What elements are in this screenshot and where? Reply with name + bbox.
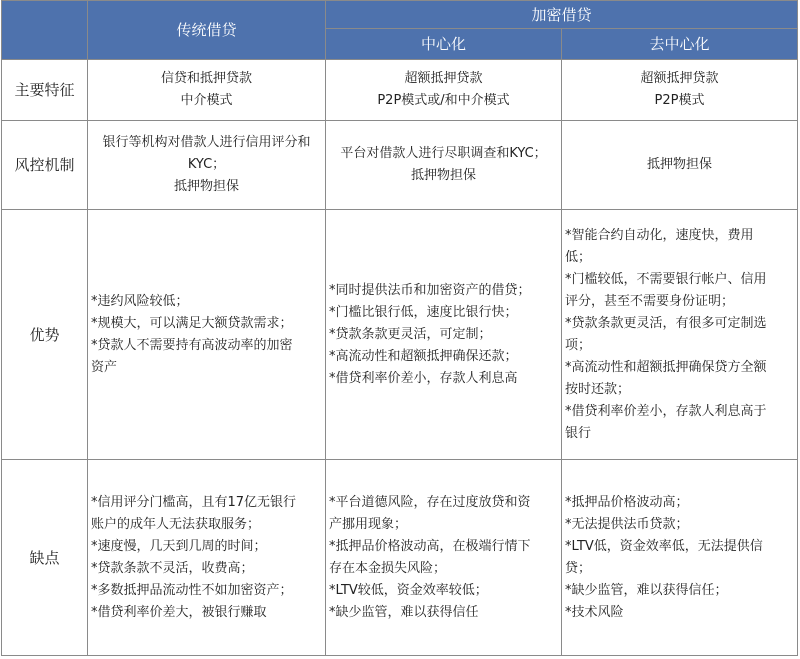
cell-line: P2P模式或/和中介模式: [377, 93, 510, 108]
cell-traditional: [88, 210, 326, 460]
cell-line: *借贷利率价差小，存款人利息高于: [565, 403, 767, 419]
cell-decentralized: [562, 210, 798, 460]
cell-line: *抵押品价格波动高，在极端行情下: [329, 538, 531, 554]
cell-line: 存在本金损失风险；: [329, 560, 447, 576]
cell-line: *借贷利率价差小，存款人利息高: [329, 370, 518, 386]
cell-decentralized: [562, 121, 798, 210]
cell-line: 超额抵押贷款: [404, 71, 483, 86]
cell-line: 产挪用现象；: [329, 516, 408, 532]
comparison-table: [1, 0, 798, 656]
cell-line: *门槛较低，不需要银行帐户、信用: [565, 271, 767, 287]
cell-line: *贷款条款更灵活，有很多可定制选: [565, 315, 767, 331]
cell-traditional: [88, 460, 326, 656]
row-advantages: [2, 210, 798, 460]
cell-line: 项；: [565, 337, 592, 353]
cell-line: *速度慢，几天到几周的时间；: [91, 538, 267, 554]
cell-line: *多数抵押品流动性不如加密资产；: [91, 582, 293, 598]
cell-line: *门槛比银行低，速度比银行快；: [329, 304, 518, 320]
cell-line: 账户的成年人无法获取服务；: [91, 516, 261, 532]
cell-centralized: [326, 460, 562, 656]
header-corner: [2, 1, 88, 60]
cell-line: P2P模式: [654, 93, 705, 108]
cell-line: *贷款条款不灵活，收费高；: [91, 560, 254, 576]
cell-line: *同时提供法币和加密资产的借贷；: [329, 282, 531, 298]
cell-line: 抵押物担保: [173, 179, 239, 194]
row-label: 缺点: [2, 460, 88, 656]
header-traditional: 传统借贷: [88, 1, 326, 60]
cell-line: 抵押物担保: [410, 168, 476, 183]
cell-line: *高流动性和超额抵押确保还款；: [329, 348, 518, 364]
cell-centralized: [326, 121, 562, 210]
cell-line: 银行: [565, 425, 592, 441]
cell-line: KYC；: [187, 157, 226, 172]
cell-line: 抵押物担保: [647, 157, 713, 172]
cell-line: 按时还款；: [565, 381, 631, 397]
cell-line: 信贷和抵押贷款: [160, 71, 252, 86]
cell-line: *LTV低，资金效率低，无法提供信: [565, 538, 763, 554]
row-label: 优势: [2, 210, 88, 460]
cell-line: 超额抵押贷款: [640, 71, 719, 86]
header-centralized: 中心化: [326, 29, 562, 60]
cell-line: *缺少监管，难以获得信任；: [565, 582, 728, 598]
cell-line: *违约风险较低；: [91, 293, 189, 309]
cell-line: *贷款条款更灵活，可定制；: [329, 326, 492, 342]
cell-line: *无法提供法币贷款；: [565, 516, 689, 532]
header-crypto: 加密借贷: [326, 1, 798, 29]
cell-line: 银行等机构对借款人进行信用评分和: [102, 135, 311, 150]
cell-line: 平台对借款人进行尽职调查和KYC；: [340, 146, 547, 161]
cell-traditional: [88, 60, 326, 121]
cell-line: 贷；: [565, 560, 592, 576]
cell-centralized: [326, 60, 562, 121]
cell-decentralized: [562, 460, 798, 656]
cell-line: *贷款人不需要持有高波动率的加密: [91, 337, 293, 353]
cell-line: 评分，甚至不需要身份证明；: [565, 293, 735, 309]
cell-line: *技术风险: [565, 604, 624, 620]
cell-line: *规模大，可以满足大额贷款需求；: [91, 315, 293, 331]
row-risk-control: [2, 121, 798, 210]
cell-line: *平台道德风险，存在过度放贷和资: [329, 494, 531, 510]
row-label: 主要特征: [2, 60, 88, 121]
row-label: 风控机制: [2, 121, 88, 210]
cell-line: *缺少监管，难以获得信任: [329, 604, 479, 620]
row-features: [2, 60, 798, 121]
cell-line: *LTV较低，资金效率较低；: [329, 582, 488, 598]
cell-line: 低；: [565, 249, 592, 265]
cell-centralized: [326, 210, 562, 460]
cell-line: *智能合约自动化，速度快，费用: [565, 227, 754, 243]
cell-traditional: [88, 121, 326, 210]
cell-line: *高流动性和超额抵押确保贷方全额: [565, 359, 767, 375]
cell-line: *抵押品价格波动高；: [565, 494, 689, 510]
cell-line: 资产: [91, 359, 118, 375]
cell-decentralized: [562, 60, 798, 121]
cell-line: 中介模式: [180, 93, 233, 108]
cell-line: *借贷利率价差大，被银行赚取: [91, 604, 267, 620]
header-decentralized: 去中心化: [562, 29, 798, 60]
row-disadvantages: [2, 460, 798, 656]
cell-line: *信用评分门槛高，且有17亿无银行: [91, 494, 297, 510]
